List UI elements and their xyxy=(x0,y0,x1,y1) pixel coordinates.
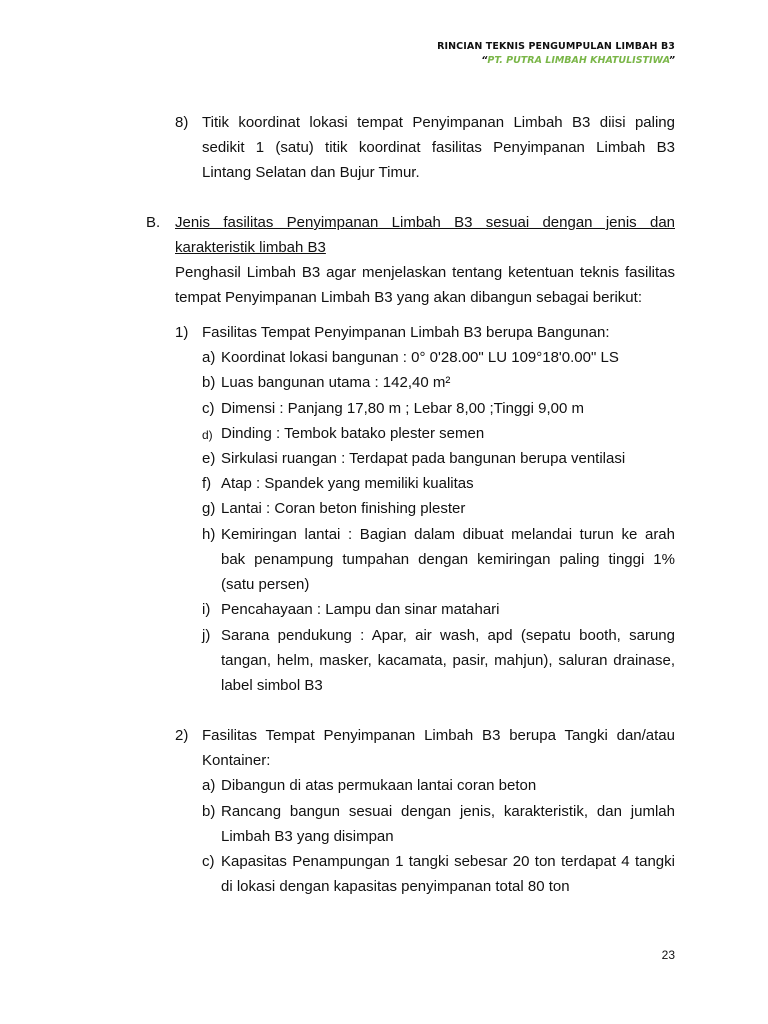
item-8-line: sedikit 1 (satu) titik koordinat fasilitas Penyimpanan Limbah B3 xyxy=(202,139,675,156)
item-8-line: Lintang Selatan dan Bujur Timur. xyxy=(202,164,420,181)
header-company: “PT. PUTRA LIMBAH KHATULISTIWA” xyxy=(481,55,675,66)
page-header xyxy=(437,40,675,68)
list-1-item: Dinding : Tembok batako plester semen xyxy=(221,425,485,442)
list-1-item-marker: e) xyxy=(202,450,216,467)
list-1-item-marker: a) xyxy=(202,349,216,366)
list-1-item-marker: f) xyxy=(202,475,212,492)
list-1-item-marker: g) xyxy=(202,500,216,517)
list-2-item: Dibangun di atas permukaan lantai coran beton xyxy=(221,777,537,794)
list-1-item: (satu persen) xyxy=(221,576,310,593)
list-2-item-marker: c) xyxy=(202,853,215,870)
header-title: RINCIAN TEKNIS PENGUMPULAN LIMBAH B3 xyxy=(437,41,675,52)
list-2-item: Rancang bangun sesuai dengan jenis, karakteristik, dan jumlah xyxy=(221,803,675,820)
list-1-item-marker: c) xyxy=(202,400,215,417)
list-2-item: Limbah B3 yang disimpan xyxy=(221,828,394,845)
section-b-heading: karakteristik limbah B3 xyxy=(175,239,326,256)
list-1-item: Luas bangunan utama : 142,40 m² xyxy=(221,374,451,391)
list-2-item-marker: a) xyxy=(202,777,216,794)
section-b-intro: tempat Penyimpanan Limbah B3 yang akan dibangun sebagai berikut: xyxy=(175,289,642,306)
list-1-item: Lantai : Coran beton finishing plester xyxy=(221,500,466,517)
header-company-name: PT. PUTRA LIMBAH KHATULISTIWA xyxy=(487,55,669,66)
list-2-marker: 2) xyxy=(175,727,189,744)
list-1-item-marker: b) xyxy=(202,374,216,391)
list-1-marker: 1) xyxy=(175,324,189,341)
list-1-item: Atap : Spandek yang memiliki kualitas xyxy=(221,475,474,492)
list-1-item: tangan, helm, masker, kacamata, pasir, mahjun), saluran drainase, xyxy=(221,652,675,669)
list-1-title: Fasilitas Tempat Penyimpanan Limbah B3 berupa Bangunan: xyxy=(202,324,610,341)
list-2-item: Kapasitas Penampungan 1 tangki sebesar 20 ton terdapat 4 tangki xyxy=(221,853,675,870)
list-1-item-marker: i) xyxy=(202,601,211,618)
list-1-item: bak penampung tumpahan dengan kemiringan paling tinggi 1% xyxy=(221,551,675,568)
item-8-marker: 8) xyxy=(175,114,189,131)
list-1-item: Dimensi : Panjang 17,80 m ; Lebar 8,00 ;Tinggi 9,00 m xyxy=(221,400,584,417)
list-2-item-marker: b) xyxy=(202,803,216,820)
list-1-item: Sirkulasi ruangan : Terdapat pada bangunan berupa ventilasi xyxy=(221,450,626,467)
section-b-heading: Jenis fasilitas Penyimpanan Limbah B3 sesuai dengan jenis dan xyxy=(175,214,675,231)
section-b-marker: B. xyxy=(146,214,161,231)
item-8-line: Titik koordinat lokasi tempat Penyimpanan Limbah B3 diisi paling xyxy=(202,114,675,131)
list-1-item-marker: j) xyxy=(202,627,211,644)
list-2-title: Kontainer: xyxy=(202,752,271,769)
list-1-item: Pencahayaan : Lampu dan sinar matahari xyxy=(221,601,500,618)
list-1-item: Koordinat lokasi bangunan : 0° 0'28.00" LU 109°18'0.00" LS xyxy=(221,349,619,366)
list-1-item-marker: h) xyxy=(202,526,216,543)
list-1-item-marker: d) xyxy=(202,428,213,442)
list-1-item: Kemiringan lantai : Bagian dalam dibuat melandai turun ke arah xyxy=(221,526,675,543)
list-2-item: di lokasi dengan kapasitas penyimpanan total 80 ton xyxy=(221,878,570,895)
list-2-title: Fasilitas Tempat Penyimpanan Limbah B3 berupa Tangki dan/atau xyxy=(202,727,675,744)
section-b-intro: Penghasil Limbah B3 agar menjelaskan tentang ketentuan teknis fasilitas xyxy=(175,264,675,281)
page-number: 23 xyxy=(661,948,675,962)
list-1-item: Sarana pendukung : Apar, air wash, apd (sepatu booth, sarung xyxy=(221,627,675,644)
list-1-item: label simbol B3 xyxy=(221,677,323,694)
